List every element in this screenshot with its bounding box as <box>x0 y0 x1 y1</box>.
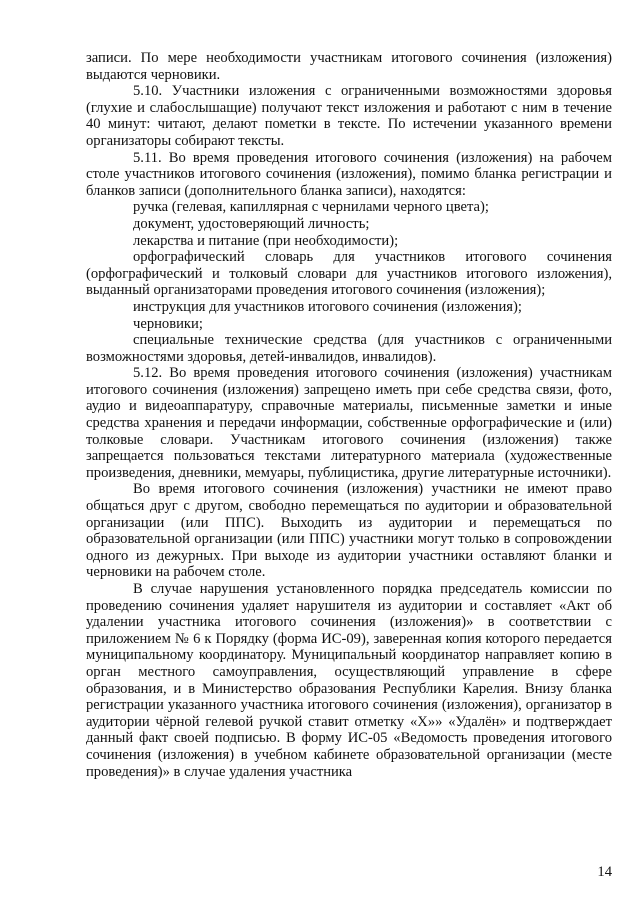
page-number: 14 <box>597 864 612 880</box>
paragraph: Во время итогового сочинения (изложения) участники не имеют право общаться друг с другом, свободно перемещаться по аудитории и образовательной организации (или ППС). Выходить из аудитории и перемещаться по образовательной организации (или ППС) участники могут только в сопровождении одного из дежурных. При выходе из аудитории участники оставляют бланки и черновики на рабочем столе. <box>86 481 612 581</box>
paragraph: В случае нарушения установленного порядка председатель комиссии по проведению сочинения удаляет нарушителя из аудитории и составляет «Акт об удалении участника итогового сочинения (изложения)» в соответствии с приложением № 6 к Порядку (форма ИС-09), заверенная копия которого передается муниципальному координатору. Муниципальный координатор направляет копию в орган местного самоуправления, осуществляющий управление в сфере образования, и в Министерство образования Республики Карелия. Внизу бланка регистрации указанного участника итогового сочинения (изложения), организатор в аудитории чёрной гелевой ручкой ставит отметку «Х»» «Удалён» и подтверждает данный факт своей подписью. В форму ИС-05 «Ведомость проведения итогового сочинения (изложения) в учебном кабинете образовательной организации (месте проведения)» в случае удаления участника <box>86 581 612 780</box>
list-item: специальные технические средства (для участников с ограниченными возможностями здоровья, детей-инвалидов, инвалидов). <box>86 332 612 365</box>
paragraph: 5.12. Во время проведения итогового сочинения (изложения) участникам итогового сочинения (изложения) запрещено иметь при себе средства связи, фото, аудио и видеоаппаратуру, справочные материалы, письменные заметки и иные средства хранения и передачи информации, собственные орфографические и (или) толковые словари. Участникам итогового сочинения (изложения) также запрещается пользоваться текстами литературного материала (художественные произведения, дневники, мемуары, публицистика, другие литературные источники). <box>86 365 612 481</box>
list-item: ручка (гелевая, капиллярная с чернилами черного цвета); <box>133 199 489 216</box>
list-item: лекарства и питание (при необходимости); <box>133 232 399 249</box>
list-item: орфографический словарь для участников итогового сочинения (орфографический и толковый словари для участников итогового изложения), выданный организаторами проведения итогового сочинения (изложения); <box>86 249 612 299</box>
list-item: инструкция для участников итогового сочинения (изложения); <box>133 298 522 315</box>
document-body <box>86 50 612 780</box>
paragraph: 5.11. Во время проведения итогового сочинения (изложения) на рабочем столе участников итогового сочинения (изложения), помимо бланка регистрации и бланков записи (дополнительного бланка записи), находятся: <box>86 149 612 199</box>
paragraph: записи. По мере необходимости участникам итогового сочинения (изложения) выдаются черновики. <box>86 50 612 83</box>
list-item: черновики; <box>133 315 203 332</box>
paragraph: 5.10. Участники изложения с ограниченными возможностями здоровья (глухие и слабослышащие) получают текст изложения и работают с ним в течение 40 минут: читают, делают пометки в тексте. По истечении указанного времени организаторы собирают тексты. <box>86 83 612 149</box>
list-item: документ, удостоверяющий личность; <box>133 215 370 232</box>
